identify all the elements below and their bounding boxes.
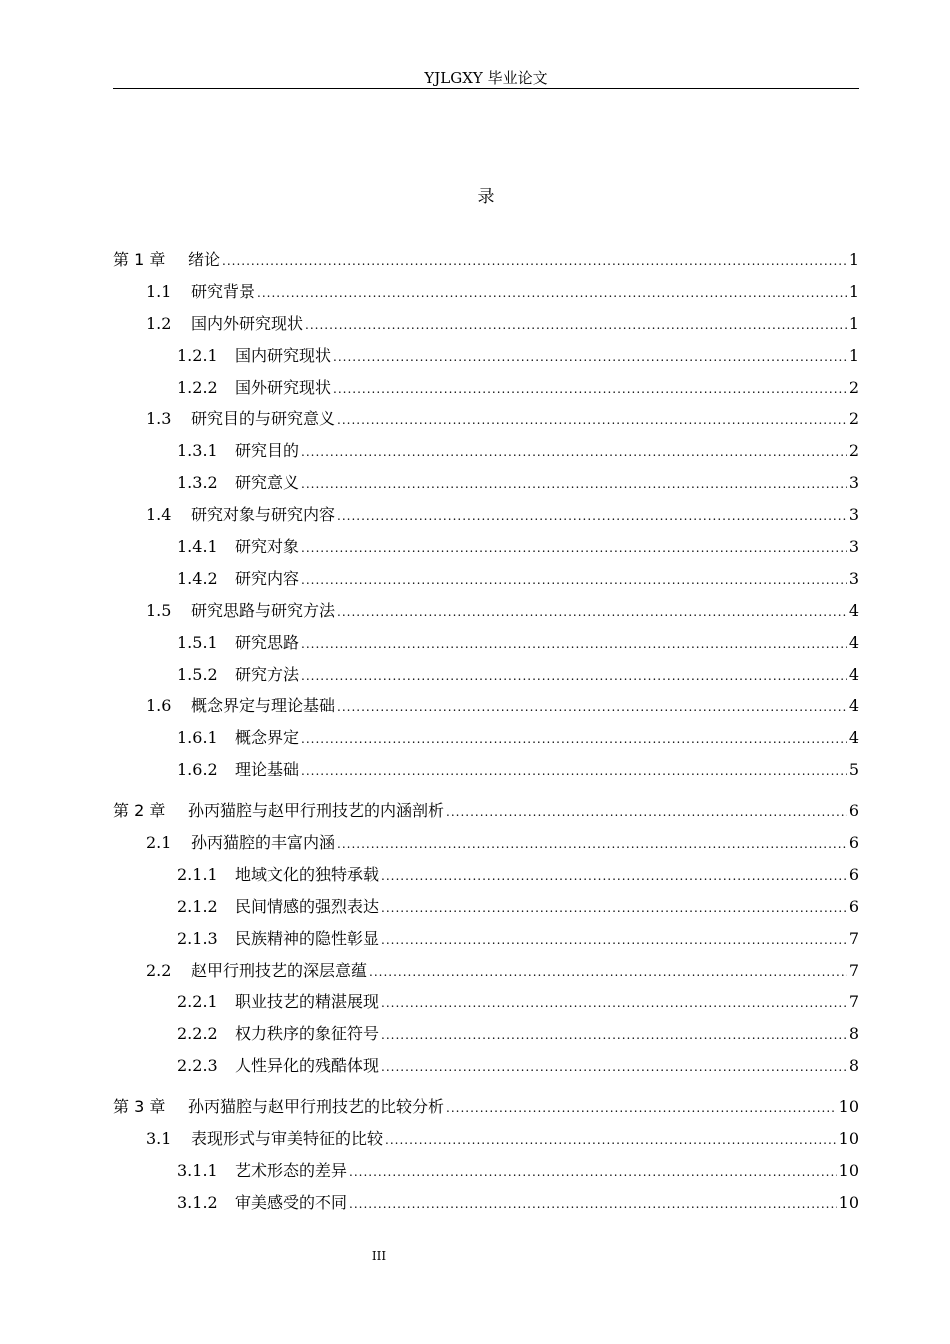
toc-dot-leader	[257, 281, 847, 305]
toc-entry-page: 6	[848, 833, 859, 853]
toc-entry-title: 地域文化的独特承载	[235, 864, 380, 884]
toc-entry-page: 2	[848, 409, 859, 429]
toc-dot-leader	[305, 313, 847, 337]
toc-entry-page: 10	[838, 1160, 859, 1180]
toc-entry-page: 3	[848, 473, 859, 493]
toc-dot-leader	[301, 727, 847, 751]
toc-entry[interactable]	[113, 1054, 859, 1086]
toc-entry[interactable]	[113, 312, 859, 344]
toc-entry-page: 1	[848, 313, 859, 333]
toc-dot-leader	[381, 928, 847, 952]
toc-entry[interactable]	[113, 895, 859, 927]
toc-entry-title: 绪论	[188, 250, 221, 269]
toc-dot-leader	[385, 1128, 837, 1152]
toc-entry-number: 2.1.2	[177, 896, 218, 916]
toc-entry-title: 审美感受的不同	[235, 1192, 348, 1212]
toc-entry-number: 1.3.1	[177, 441, 218, 461]
toc-entry-title: 研究方法	[235, 664, 300, 684]
toc-entry-title: 孙丙猫腔与赵甲行刑技艺的比较分析	[188, 1097, 445, 1117]
toc-entry[interactable]	[113, 863, 859, 895]
toc-entry-number: 1.4	[146, 505, 172, 525]
toc-dot-leader	[446, 1096, 837, 1120]
toc-entry-number: 2.1.3	[177, 928, 218, 948]
toc-entry-title: 表现形式与审美特征的比较	[191, 1129, 384, 1149]
toc-entry-number: 2.2.3	[177, 1056, 218, 1076]
toc-entry-number: 1.1	[146, 281, 172, 301]
toc-title: 录	[477, 187, 495, 207]
toc-entry-title: 研究意义	[235, 473, 300, 493]
toc-entry-page: 3	[848, 505, 859, 525]
toc-entry[interactable]	[113, 631, 859, 663]
toc-dot-leader	[349, 1160, 837, 1184]
toc-entry-title: 职业技艺的精湛展现	[235, 992, 380, 1012]
toc-entry-title: 研究内容	[235, 568, 300, 588]
toc-entry-title: 孙丙猫腔的丰富内涵	[191, 833, 336, 853]
toc-entry-page: 4	[848, 600, 859, 620]
toc-dot-leader	[333, 377, 847, 401]
toc-chapter-entry[interactable]	[113, 799, 859, 831]
toc-entry-number: 2.2.1	[177, 992, 218, 1012]
toc-entry-number: 1.6.1	[177, 728, 218, 748]
toc-dot-leader	[381, 991, 847, 1015]
toc-dot-leader	[301, 632, 847, 656]
toc-entry-title: 民间情感的强烈表达	[235, 896, 380, 916]
toc-entry-page: 8	[848, 1024, 859, 1044]
toc-entry[interactable]	[113, 376, 859, 408]
toc-entry-page: 4	[848, 696, 859, 716]
toc-dot-leader	[333, 345, 847, 369]
toc-entry[interactable]	[113, 1191, 859, 1223]
toc-entry-number: 1.2.2	[177, 377, 218, 397]
toc-entry-page: 1	[848, 281, 859, 301]
toc-entry-title: 国外研究现状	[235, 377, 332, 397]
toc-entry-page: 2	[848, 377, 859, 397]
toc-dot-leader	[349, 1192, 837, 1216]
toc-entry[interactable]	[113, 471, 859, 503]
toc-entry[interactable]	[113, 503, 859, 535]
toc-dot-leader	[446, 800, 847, 824]
toc-entry-title: 理论基础	[235, 760, 300, 780]
toc-entry[interactable]	[113, 694, 859, 726]
toc-entry[interactable]	[113, 990, 859, 1022]
toc-entry-page: 1	[848, 250, 859, 269]
toc-dot-leader	[381, 896, 847, 920]
toc-dot-leader	[337, 408, 847, 432]
toc-dot-leader	[381, 864, 847, 888]
toc-dot-leader	[301, 536, 847, 560]
toc-dot-leader	[381, 1023, 847, 1047]
toc-dot-leader	[301, 759, 847, 783]
toc-entry[interactable]	[113, 439, 859, 471]
toc-dot-leader	[337, 504, 847, 528]
toc-entry[interactable]	[113, 567, 859, 599]
toc-entry-page: 6	[848, 801, 859, 821]
toc-entry[interactable]	[113, 535, 859, 567]
toc-entry-number: 第 1 章	[113, 250, 166, 269]
toc-entry[interactable]	[113, 959, 859, 991]
toc-entry-page: 3	[848, 537, 859, 557]
toc-entry-page: 4	[848, 664, 859, 684]
toc-dot-leader	[337, 695, 847, 719]
toc-entry-number: 3.1.1	[177, 1160, 218, 1180]
toc-entry-page: 10	[838, 1129, 859, 1149]
toc-entry-number: 1.5.2	[177, 664, 218, 684]
toc-entry[interactable]	[113, 1022, 859, 1054]
toc-entry-number: 1.6.2	[177, 760, 218, 780]
toc-entry[interactable]	[113, 599, 859, 631]
toc-entry-page: 7	[848, 928, 859, 948]
header-rule	[113, 88, 859, 89]
toc-entry-title: 研究对象与研究内容	[191, 505, 336, 525]
toc-entry-number: 1.3	[146, 409, 172, 429]
toc-entry-title: 赵甲行刑技艺的深层意蕴	[191, 960, 368, 980]
toc-entry-number: 2.1.1	[177, 864, 218, 884]
toc-entry[interactable]	[113, 1159, 859, 1191]
toc-entry-number: 1.3.2	[177, 473, 218, 493]
toc-entry[interactable]	[113, 1127, 859, 1159]
toc-entry-page: 6	[848, 864, 859, 884]
toc-dot-leader	[222, 249, 847, 273]
toc-entry-number: 3.1	[146, 1129, 172, 1149]
toc-entry-title: 概念界定与理论基础	[191, 696, 336, 716]
toc-entry-page: 5	[848, 760, 859, 780]
toc-entry-title: 研究目的与研究意义	[191, 409, 336, 429]
toc-entry-number: 第 3 章	[113, 1097, 166, 1117]
toc-entry-number: 3.1.2	[177, 1192, 218, 1212]
toc-entry[interactable]	[113, 758, 859, 790]
toc-entry-number: 1.5	[146, 600, 172, 620]
running-header: YJLGXY 毕业论文	[424, 69, 548, 87]
table-of-contents	[113, 248, 859, 1223]
toc-entry-page: 3	[848, 568, 859, 588]
toc-chapter-entry[interactable]	[113, 248, 859, 280]
toc-entry[interactable]	[113, 344, 859, 376]
toc-entry-title: 研究背景	[191, 281, 256, 301]
toc-entry-page: 7	[848, 960, 859, 980]
toc-dot-leader	[301, 440, 847, 464]
toc-entry-number: 1.2	[146, 313, 172, 333]
toc-entry-title: 研究目的	[235, 441, 300, 461]
toc-entry-page: 10	[838, 1097, 859, 1117]
toc-entry-title: 人性异化的残酷体现	[235, 1056, 380, 1076]
toc-chapter-entry[interactable]	[113, 1095, 859, 1127]
toc-dot-leader	[301, 472, 847, 496]
toc-entry-page: 4	[848, 632, 859, 652]
toc-entry[interactable]	[113, 927, 859, 959]
toc-dot-leader	[301, 664, 847, 688]
toc-entry-title: 国内外研究现状	[191, 313, 304, 333]
toc-entry-number: 2.2	[146, 960, 172, 980]
toc-entry-page: 6	[848, 896, 859, 916]
toc-entry[interactable]	[113, 726, 859, 758]
toc-dot-leader	[381, 1055, 847, 1079]
toc-entry-number: 2.1	[146, 833, 172, 853]
toc-entry-number: 1.4.2	[177, 568, 218, 588]
toc-entry-title: 艺术形态的差异	[235, 1160, 348, 1180]
toc-entry-number: 2.2.2	[177, 1024, 218, 1044]
toc-entry-title: 民族精神的隐性彰显	[235, 928, 380, 948]
toc-entry-page: 4	[848, 728, 859, 748]
toc-entry-number: 1.4.1	[177, 537, 218, 557]
toc-entry-page: 7	[848, 992, 859, 1012]
toc-entry[interactable]	[113, 831, 859, 863]
toc-entry[interactable]	[113, 280, 859, 312]
toc-entry-page: 10	[838, 1192, 859, 1212]
toc-entry-number: 1.6	[146, 696, 172, 716]
toc-entry-title: 研究思路	[235, 632, 300, 652]
toc-entry-number: 1.2.1	[177, 345, 218, 365]
toc-entry-title: 概念界定	[235, 728, 300, 748]
toc-entry-title: 孙丙猫腔与赵甲行刑技艺的内涵剖析	[188, 801, 445, 821]
toc-entry-title: 研究思路与研究方法	[191, 600, 336, 620]
page-number: III	[371, 1249, 387, 1263]
toc-entry-page: 2	[848, 441, 859, 461]
toc-dot-leader	[301, 568, 847, 592]
toc-entry-number: 1.5.1	[177, 632, 218, 652]
toc-entry-page: 1	[848, 345, 859, 365]
toc-dot-leader	[337, 832, 847, 856]
toc-dot-leader	[369, 960, 847, 984]
toc-entry-title: 研究对象	[235, 537, 300, 557]
toc-dot-leader	[337, 600, 847, 624]
toc-entry[interactable]	[113, 663, 859, 695]
toc-entry-number: 第 2 章	[113, 801, 166, 821]
toc-entry[interactable]	[113, 407, 859, 439]
toc-entry-page: 8	[848, 1056, 859, 1076]
toc-entry-title: 国内研究现状	[235, 345, 332, 365]
toc-entry-title: 权力秩序的象征符号	[235, 1024, 380, 1044]
